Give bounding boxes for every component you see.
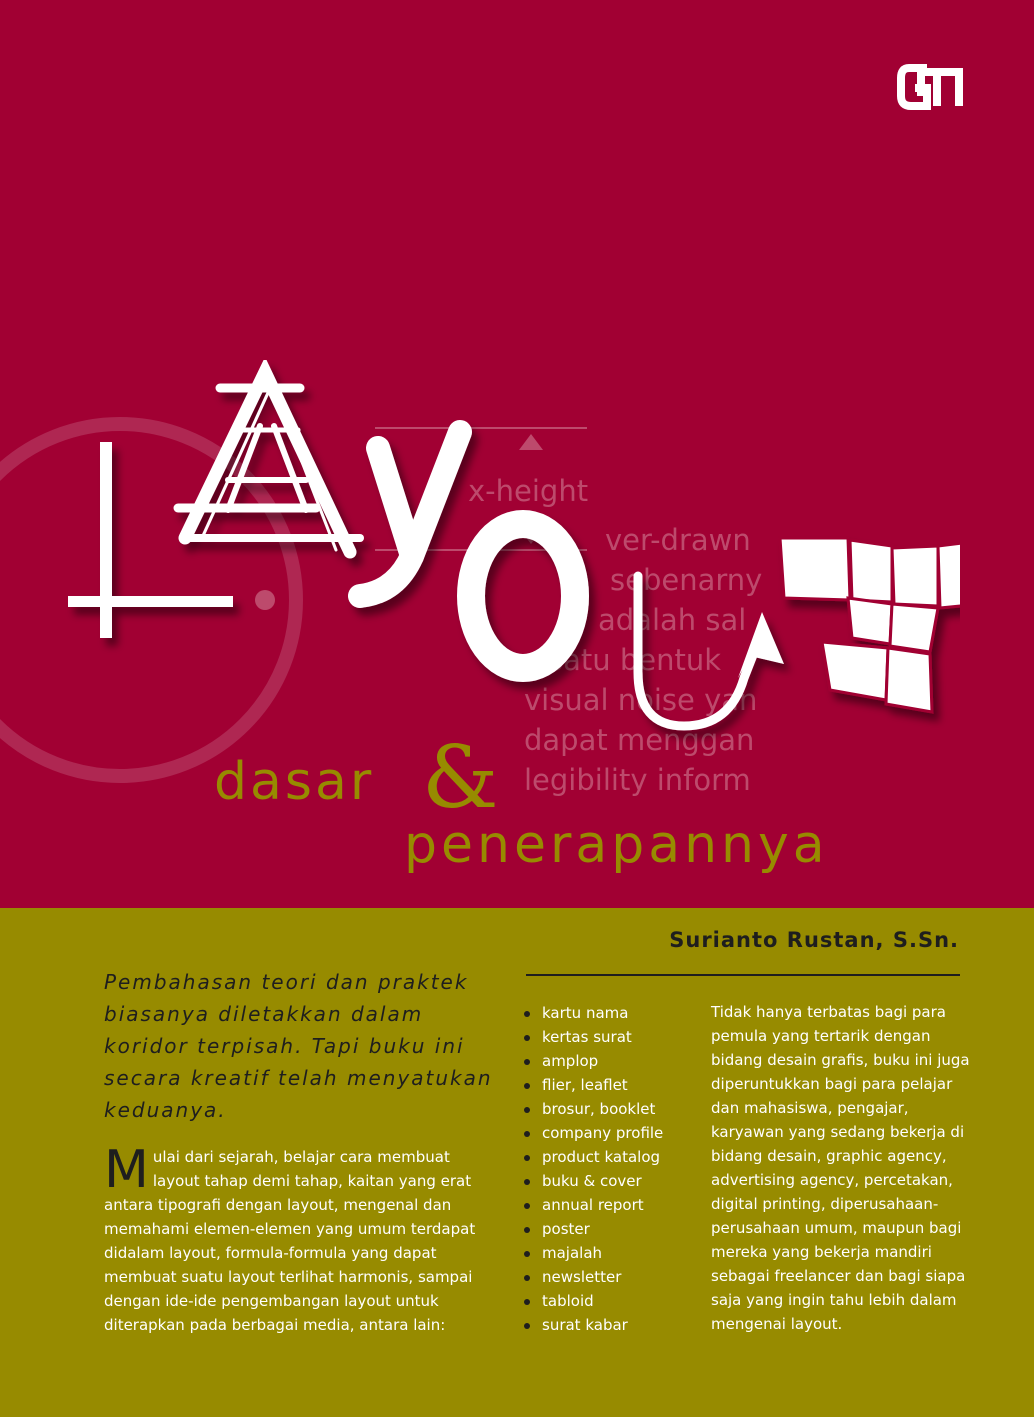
title-letterforms	[68, 372, 960, 726]
intro-text: ulai dari sejarah, belajar cara membuat layout tahap demi tahap, kaitan yang erat antara tipografi dengan layout, mengenal dan memahami elemen-elemen yang umum terdapat didalam layout, formula-formula yang dapat membuat suatu layout terlihat harmonis, sampai dengan ide-ide pengembangan layout untuk diterapkan pada berbagai media, antara lain:	[104, 1148, 476, 1334]
subtitle-line1: dasar	[214, 752, 375, 812]
bullet-icon	[524, 1227, 530, 1233]
title-layout	[60, 360, 960, 780]
publisher-logo	[897, 62, 965, 112]
list-item: amplop	[522, 1049, 663, 1073]
intro-paragraph	[104, 1140, 484, 1337]
bg-text-line: ver-drawn	[605, 523, 751, 557]
bg-text-line: legibility inform	[524, 763, 751, 797]
bullet-icon	[524, 1035, 530, 1041]
bg-text-line: dapat menggan	[524, 723, 755, 757]
subtitle-ampersand: &	[422, 728, 499, 828]
bullet-icon	[524, 1059, 530, 1065]
bullet-icon	[524, 1275, 530, 1281]
letter-a-sketch	[178, 372, 360, 552]
bg-text-line: adalah sal	[598, 603, 747, 637]
audience-paragraph: Tidak hanya terbatas bagi para pemula yang tertarik dengan bidang desain grafis, buku ini juga diperuntukkan bagi para pelajar dan mahasiswa, pengajar, karyawan yang sedang bekerja di bidang desain, graphic agency, advertising agency, percetakan, digital printing, diperusahaan-perusahaan umum, maupun bagi mereka yang bekerja mandiri sebagai freelancer dan bagi siapa saja yang ingin tahu lebih dalam mengenai layout.	[711, 1003, 970, 1333]
bullet-icon	[524, 1323, 530, 1329]
list-item: annual report	[522, 1193, 663, 1217]
list-item: newsletter	[522, 1265, 663, 1289]
bullet-icon	[524, 1251, 530, 1257]
bullet-icon	[524, 1179, 530, 1185]
bullet-icon	[524, 1083, 530, 1089]
bullet-icon	[524, 1155, 530, 1161]
bullet-icon	[524, 1107, 530, 1113]
list-item: poster	[522, 1217, 663, 1241]
author-divider	[526, 974, 960, 976]
letter-u-arrow	[638, 576, 762, 726]
bg-text-line: sebenarny	[610, 563, 763, 597]
bg-text-line: visual noise yan	[524, 683, 758, 717]
list-item: flier, leaflet	[522, 1073, 663, 1097]
letter-t-tiles	[780, 538, 960, 712]
bullet-icon	[524, 1131, 530, 1137]
dropcap: M	[104, 1140, 149, 1200]
list-item: kartu nama	[522, 1001, 663, 1025]
bullet-icon	[524, 1203, 530, 1209]
list-item: surat kabar	[522, 1313, 663, 1337]
bg-text-line: satu bentuk	[548, 643, 722, 677]
list-item: kertas surat	[522, 1025, 663, 1049]
letter-o	[471, 524, 575, 668]
subtitle-line2: penerapannya	[404, 815, 829, 875]
letter-y	[360, 432, 460, 596]
list-item: tabloid	[522, 1289, 663, 1313]
media-list	[522, 1001, 663, 1337]
bullet-icon	[524, 1011, 530, 1017]
list-item: product katalog	[522, 1145, 663, 1169]
bg-text-line: x-height	[468, 474, 589, 508]
list-item: company profile	[522, 1121, 663, 1145]
list-item: brosur, booklet	[522, 1097, 663, 1121]
tagline: Pembahasan teori dan praktek biasanya diletakkan dalam koridor terpisah. Tapi buku ini secara kreatif telah menyatukan keduanya.	[104, 970, 493, 1122]
list-item: majalah	[522, 1241, 663, 1265]
author-name: Surianto Rustan, S.Sn.	[669, 928, 959, 952]
bullet-icon	[524, 1299, 530, 1305]
list-item: buku & cover	[522, 1169, 663, 1193]
